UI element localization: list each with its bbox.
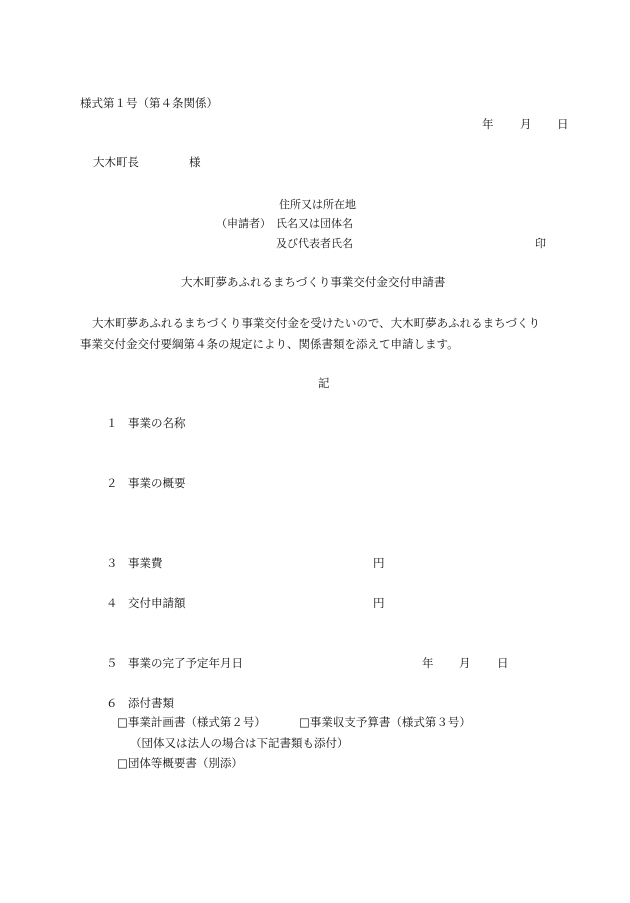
document-title: 大木町夢あふれるまちづくり事業交付金交付申請書 xyxy=(181,275,446,289)
item-number: ２ xyxy=(106,476,118,490)
item-label: 事業の完了予定年月日 xyxy=(128,656,243,670)
item-label: 添付書類 xyxy=(128,696,174,710)
body-line-2: 事業交付金交付要綱第４条の規定により、関係書類を添えて申請します。 xyxy=(80,337,459,351)
representative-label: 及び代表者氏名 xyxy=(276,237,353,250)
completion-day: 日 xyxy=(497,656,509,670)
seal-mark: 印 xyxy=(535,237,546,250)
attachment-overview: □団体等概要書（別添） xyxy=(117,756,243,770)
ki-heading: 記 xyxy=(318,376,330,390)
date-month: 月 xyxy=(520,117,532,131)
name-label: 氏名又は団体名 xyxy=(276,217,353,230)
yen-unit: 円 xyxy=(373,556,385,570)
body-line-1: 大木町夢あふれるまちづくり事業交付金を受けたいので、大木町夢あふれるまちづくり xyxy=(92,316,541,330)
attachment-note: （団体又は法人の場合は下記書類も添付） xyxy=(130,736,349,750)
completion-month: 月 xyxy=(459,656,471,670)
date-day: 日 xyxy=(557,117,569,131)
item-number: ６ xyxy=(106,696,118,710)
addressee-name: 大木町長 xyxy=(93,155,139,169)
applicant-role: （申請者） xyxy=(216,217,271,230)
attachment-plan: □事業計画書（様式第２号） xyxy=(117,715,266,729)
item-label: 事業の名称 xyxy=(128,416,186,430)
attachment-budget: □事業収支予算書（様式第３号） xyxy=(299,715,471,729)
item-label: 事業の概要 xyxy=(128,476,186,490)
item-label: 交付申請額 xyxy=(128,596,186,610)
item-number: ４ xyxy=(106,596,118,610)
address-label: 住所又は所在地 xyxy=(279,198,356,211)
addressee-honorific: 様 xyxy=(189,155,201,169)
item-label: 事業費 xyxy=(128,556,163,570)
item-number: ３ xyxy=(106,556,118,570)
yen-unit: 円 xyxy=(373,596,385,610)
form-number: 様式第１号（第４条関係） xyxy=(80,96,218,110)
item-number: ５ xyxy=(106,656,118,670)
item-number: １ xyxy=(106,416,118,430)
completion-year: 年 xyxy=(422,656,434,670)
date-year: 年 xyxy=(482,117,494,131)
